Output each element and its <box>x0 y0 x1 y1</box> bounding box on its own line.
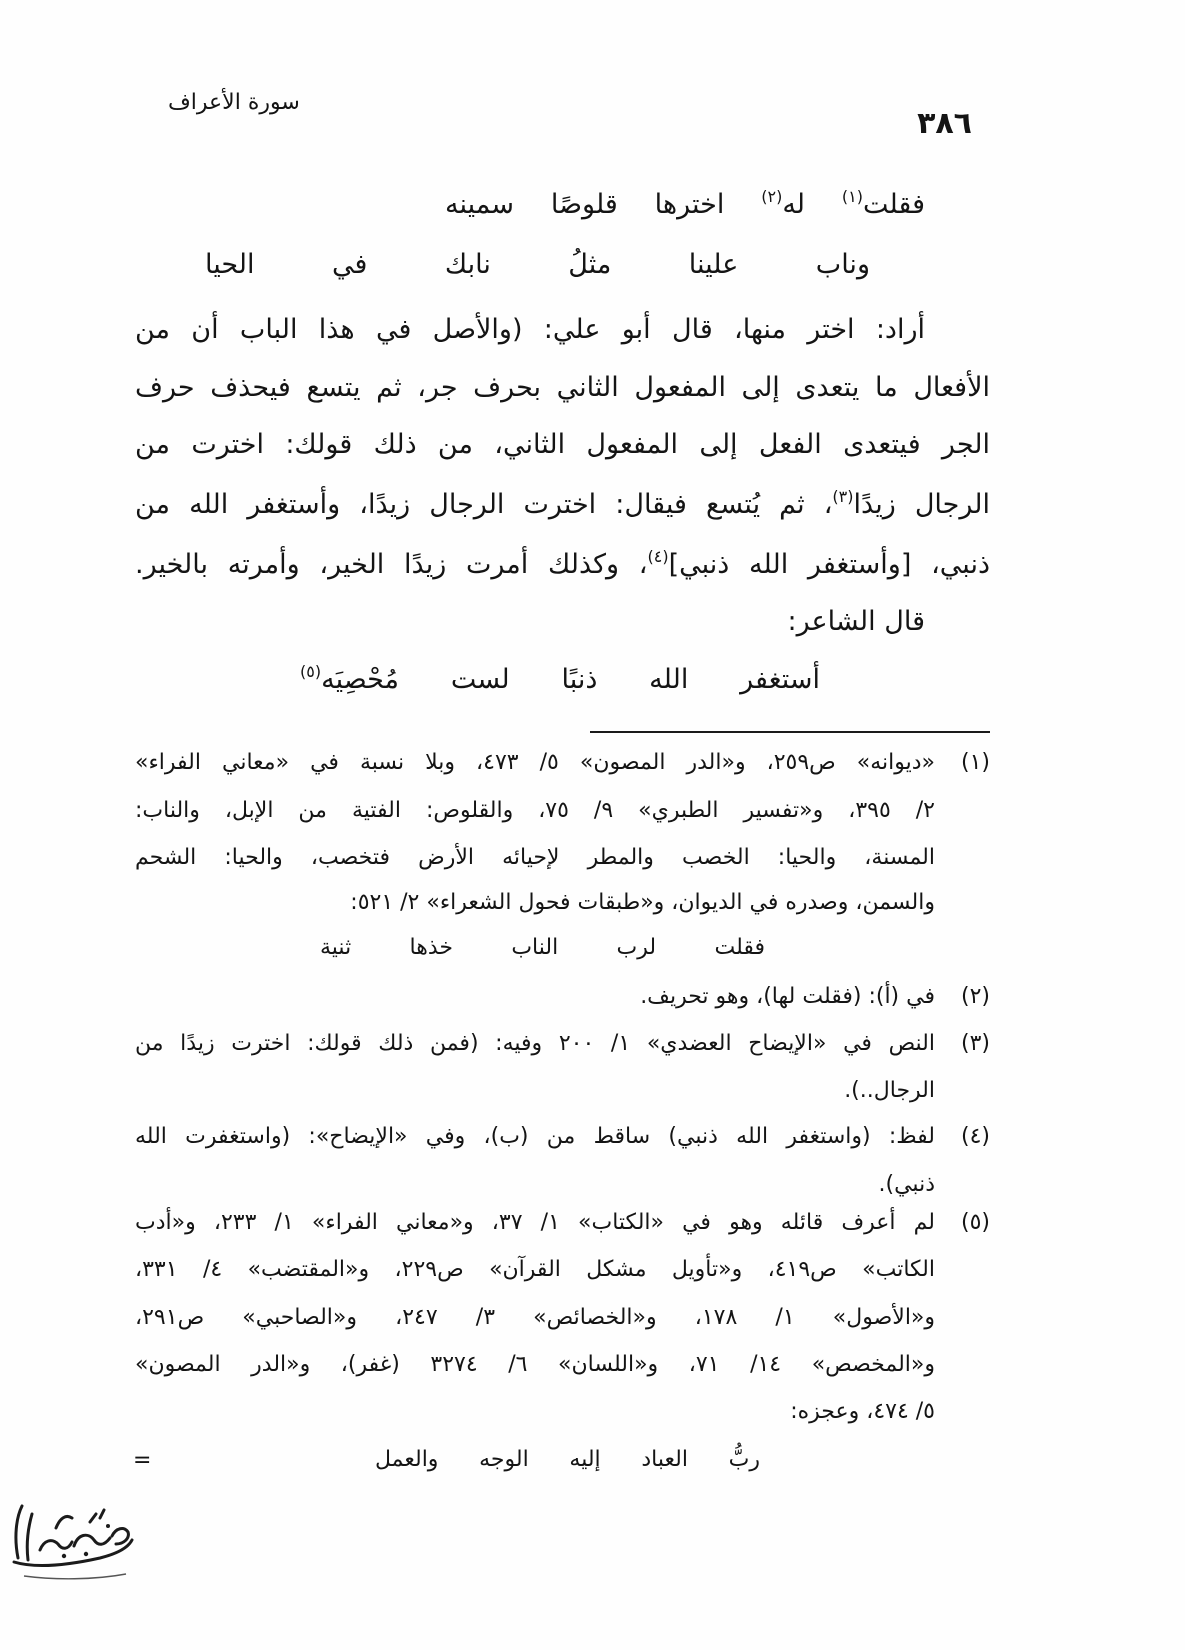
logo-dots <box>62 1524 110 1558</box>
body-line-2: الأفعال ما يتعدى إلى المفعول الثاني بحرف جر، ثم يتسع فيحذف حرف <box>135 372 990 403</box>
body-text: الرجال زيدًا <box>853 489 990 520</box>
footnote-number-5: (٥) <box>960 1210 990 1235</box>
footnote-5-line: لم أعرف قائله وهو في «الكتاب» ١/ ٣٧، و«معاني الفراء» ١/ ٢٣٣، و«أدب <box>135 1210 935 1235</box>
footnote-5-verse: ربُّ العباد إليه الوجه والعمل <box>375 1447 760 1472</box>
footnote-5-line: و«الأصول» ١/ ١٧٨، و«الخصائص» ٣/ ٢٤٧، و«الصاحبي» ص٢٩١، <box>135 1305 936 1330</box>
verse-text: له <box>782 189 842 220</box>
running-title: سورة الأعراف <box>168 90 300 115</box>
footnote-1-line: والسمن، وصدره في الديوان، و«طبقات فحول الشعراء» ٢/ ٥٢١: <box>350 890 935 915</box>
verse-text: اخترها قلوصًا سمينه <box>445 189 762 220</box>
footnote-number-4: (٤) <box>960 1124 990 1149</box>
footnote-2-line: في (أ): (فقلت لها)، وهو تحريف. <box>640 984 935 1009</box>
footnote-4-line: ذنبي). <box>878 1172 935 1197</box>
body-line-3: الجر فيتعدى الفعل إلى المفعول الثاني، من ذلك قولك: اخترت من <box>135 429 990 460</box>
footnote-5-line: ٥/ ٤٧٤، وعجزه: <box>790 1399 935 1424</box>
footnote-number-2: (٢) <box>960 984 990 1009</box>
footnote-1-verse: فقلت لرب الناب خذها ثنية <box>320 935 765 960</box>
footnote-1-line: المسنة، والحيا: الخصب والمطر لإحيائه الأرض فتخصب، والحيا: الشحم <box>135 845 935 870</box>
verse-line-2: وناب علينا مثلُ نابك في الحيا <box>205 249 870 280</box>
footnote-1-line: ٢/ ٣٩٥، و«تفسير الطبري» ٩/ ٧٥، والقلوص: الفتية من الإبل، والناب: <box>135 798 935 823</box>
logo-calligraphy <box>14 1506 132 1565</box>
footnote-3-line: الرجال..). <box>844 1078 935 1103</box>
footnote-marker-2: (٢) <box>761 187 783 206</box>
footnote-marker-3: (٣) <box>832 487 854 506</box>
footnote-3-line: النص في «الإيضاح العضدي» ١/ ٢٠٠ وفيه: (فمن ذلك قولك: اخترت زيدًا من <box>135 1031 935 1056</box>
page-number: ٣٨٦ <box>917 106 972 141</box>
verse-text: فقلت <box>862 189 925 220</box>
footnote-5-line: الكاتب» ص٤١٩، و«تأويل مشكل القرآن» ص٢٢٩، و«المقتضب» ٤/ ٣٣١، <box>135 1257 935 1282</box>
body-text: ، ثم يُتسع فيقال: اخترت الرجال زيدًا، وأستغفر الله من <box>135 489 833 520</box>
footnote-marker-5: (٥) <box>300 662 322 681</box>
body-line-1: أراد: اختر منها، قال أبو علي: (والأصل في هذا الباب أن من <box>135 314 925 345</box>
footnote-1-line: «ديوانه» ص٢٥٩، و«الدر المصون» ٥/ ٤٧٣، وبلا نسبة في «معاني الفراء» <box>135 750 936 775</box>
body-line-5 <box>135 544 990 586</box>
footnote-4-line: لفظ: (واستغفر الله ذنبي) ساقط من (ب)، وفي «الإيضاح»: (واستغفرت الله <box>135 1124 935 1149</box>
verse-line-3 <box>300 659 820 701</box>
body-text: ذنبي، [وأستغفر الله ذنبي] <box>668 549 990 580</box>
footnote-number-1: (١) <box>960 750 990 775</box>
footnote-marker-4: (٤) <box>647 547 669 566</box>
footnote-separator <box>590 731 990 733</box>
body-text: ، وكذلك أمرت زيدًا الخير، وأمرته بالخير. <box>135 549 648 580</box>
verse-text: أستغفر الله ذنبًا لست مُحْصِيَه <box>321 664 820 695</box>
footnote-number-3: (٣) <box>960 1031 990 1056</box>
poet-intro: قال الشاعر: <box>787 606 925 637</box>
logo-underline <box>24 1574 126 1579</box>
continuation-mark: = <box>133 1448 152 1473</box>
body-line-4 <box>135 484 990 526</box>
verse-line-1 <box>445 184 925 226</box>
footnote-5-line: و«المخصص» ١٤/ ٧١، و«اللسان» ٦/ ٣٢٧٤ (غفر)، و«الدر المصون» <box>135 1352 936 1377</box>
publisher-logo-stamp <box>4 1488 140 1592</box>
footnote-marker-1: (١) <box>841 187 863 206</box>
